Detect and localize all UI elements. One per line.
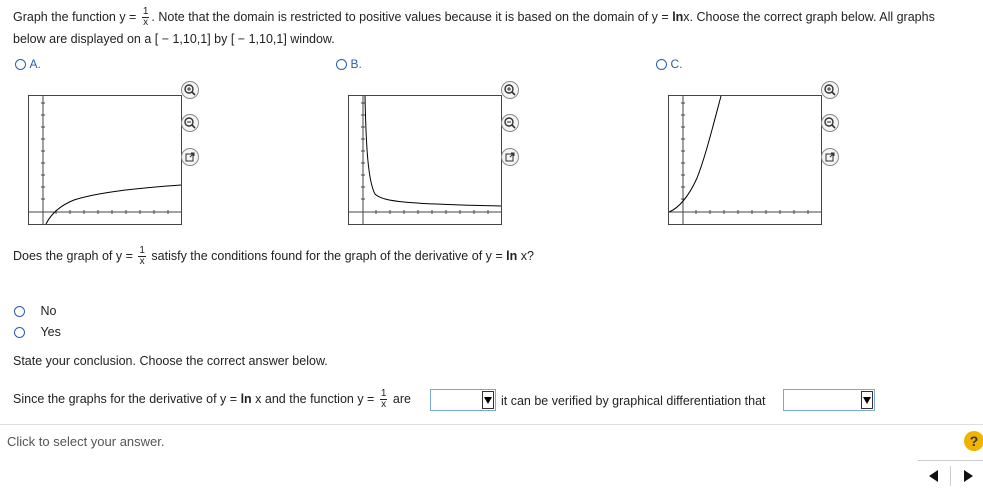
popout-icon[interactable] (821, 148, 839, 166)
footer-divider (0, 424, 983, 425)
q2-part1: Does the graph of y = (13, 248, 133, 263)
q2-option-yes-radio[interactable] (14, 327, 25, 338)
q2-part2: satisfy the conditions found for the graph of the derivative of y = (151, 248, 503, 263)
option-c[interactable] (656, 57, 682, 71)
q2-option-no-radio[interactable] (14, 306, 25, 317)
graph-b (348, 95, 502, 225)
q2-part3: x? (520, 248, 534, 263)
next-arrow-icon[interactable] (964, 470, 973, 482)
q2-option-yes[interactable] (14, 325, 61, 339)
prev-arrow-icon[interactable] (929, 470, 938, 482)
conclusion-prompt: State your conclusion. Choose the correct answer below. (13, 354, 328, 368)
option-b-label: B. (350, 57, 362, 71)
q2-fraction: $\frac{1}{x}$ (139, 245, 145, 267)
option-a-radio[interactable] (15, 59, 26, 70)
option-a[interactable] (15, 57, 41, 71)
conclusion-fraction: $\frac{1}{x}$ (380, 388, 387, 410)
q2-ln: ln (506, 248, 518, 263)
q2-option-yes-label: Yes (40, 325, 61, 339)
graph-a-curve (46, 185, 181, 224)
graph-a (28, 95, 182, 225)
option-c-label: C. (670, 57, 683, 71)
intro-part3: x. Choose the correct graph below. All graphs (683, 9, 935, 24)
zoom-in-icon[interactable] (821, 81, 839, 99)
option-a-label: A. (29, 57, 41, 71)
option-b[interactable] (336, 57, 362, 71)
nav-separator (950, 466, 951, 486)
graph-c-curve (669, 96, 721, 212)
intro-fraction: $\frac{1}{x}$ (142, 6, 149, 28)
zoom-in-icon[interactable] (501, 81, 519, 99)
question-text-line2: below are displayed on a [ − 1,10,1] by [ − 1,10,1] window. (13, 32, 335, 46)
intro-part1: Graph the function y = (13, 9, 137, 24)
dropdown-arrow-icon[interactable] (482, 391, 494, 409)
zoom-in-icon[interactable] (181, 81, 199, 99)
dropdown-arrow-icon[interactable] (861, 391, 873, 409)
popout-icon[interactable] (181, 148, 199, 166)
option-c-radio[interactable] (656, 59, 667, 70)
conclusion-dropdown-1[interactable] (430, 389, 496, 411)
graph-c-plot (669, 96, 821, 224)
graph-b-curve (365, 96, 501, 206)
popout-icon[interactable] (501, 148, 519, 166)
graph-a-plot (29, 96, 181, 224)
conclusion-part1: Since the graphs for the derivative of y = ln x and the function y = $\frac{1}{x}$ are (13, 388, 411, 410)
intro-part2: . Note that the domain is restricted to positive values because it is based on the domain of y = (151, 9, 669, 24)
conclusion-dropdown-2[interactable] (783, 389, 875, 411)
intro-ln: ln (672, 9, 684, 24)
graph-b-plot (349, 96, 501, 224)
zoom-out-icon[interactable] (181, 114, 199, 132)
q2-option-no[interactable] (14, 304, 56, 318)
option-b-radio[interactable] (336, 59, 347, 70)
conclusion-part4: it can be verified by graphical differentiation that (501, 394, 766, 408)
zoom-out-icon[interactable] (821, 114, 839, 132)
help-icon[interactable]: ? (964, 431, 983, 451)
nav-divider (918, 460, 983, 461)
q2-option-no-label: No (40, 304, 57, 318)
zoom-out-icon[interactable] (501, 114, 519, 132)
question-2-text (13, 246, 534, 267)
graph-c (668, 95, 822, 225)
question-text-line1 (13, 7, 935, 28)
footer-hint: Click to select your answer. (7, 434, 165, 449)
